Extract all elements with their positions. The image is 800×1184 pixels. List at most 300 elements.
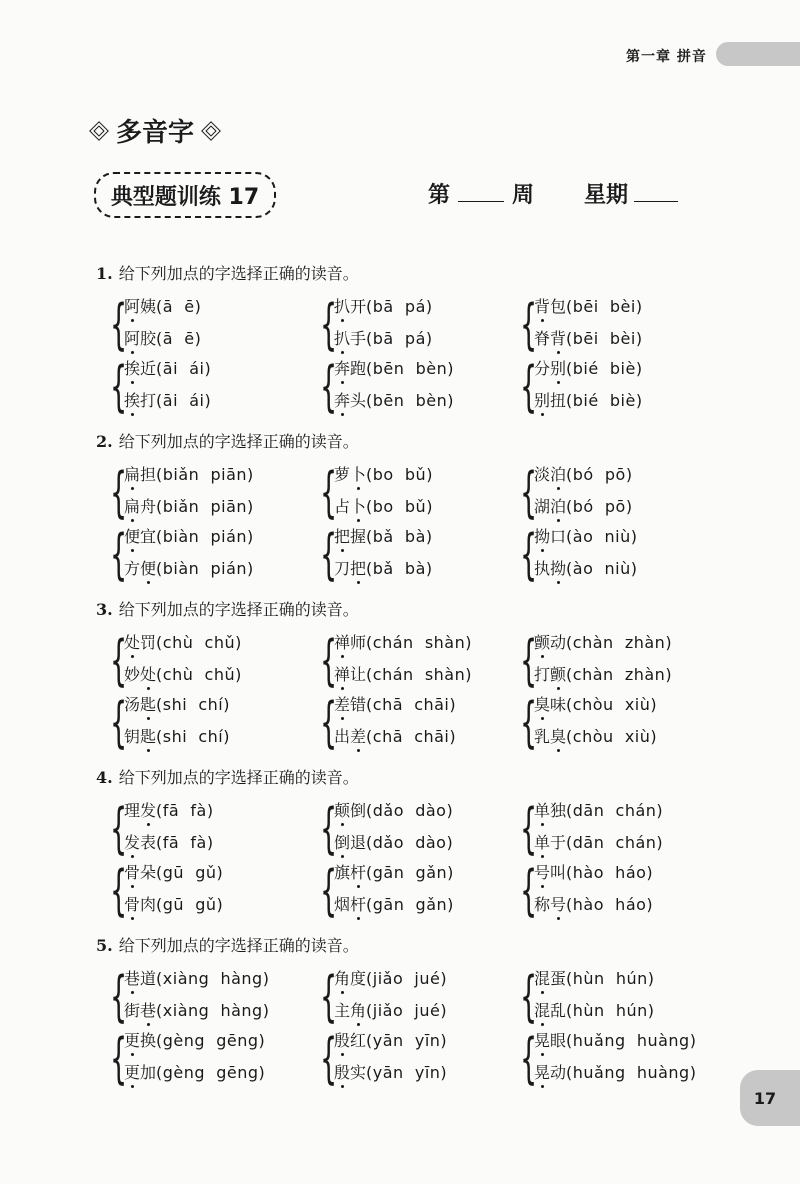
word-prefix: 称 <box>534 895 551 914</box>
question-block <box>96 430 638 586</box>
word-option[interactable] <box>534 356 643 379</box>
word-option[interactable] <box>124 294 201 317</box>
pinyin-choices[interactable]: (bié biè) <box>566 359 643 378</box>
word-suffix: 于 <box>550 833 567 852</box>
word-suffix: 退 <box>350 833 367 852</box>
question-title <box>96 598 359 622</box>
week-di-label: 第 <box>428 182 451 208</box>
dotted-character: 单 <box>534 801 551 820</box>
word-option[interactable] <box>534 462 633 485</box>
word-option[interactable] <box>534 860 653 883</box>
pinyin-choices[interactable]: (chā chāi) <box>366 695 457 714</box>
word-prefix: 旗 <box>334 863 351 882</box>
pinyin-choices[interactable]: (bā pá) <box>366 329 433 348</box>
dotted-character: 混 <box>534 1001 551 1020</box>
word-pair-grid <box>110 629 738 760</box>
pinyin-choices[interactable]: (shi chí) <box>156 727 230 746</box>
word-prefix: 钥 <box>124 727 141 746</box>
word-suffix: 开 <box>350 297 367 316</box>
dotted-character: 晃 <box>534 1063 551 1082</box>
word-suffix: 味 <box>550 695 567 714</box>
word-option[interactable] <box>534 830 663 853</box>
word-pair <box>520 965 708 1028</box>
pinyin-choices[interactable]: (bēi bèi) <box>566 329 643 348</box>
pinyin-choices[interactable]: (dān chán) <box>566 833 664 852</box>
word-prefix: 分 <box>534 359 551 378</box>
word-option[interactable] <box>334 724 456 747</box>
word-option[interactable] <box>124 524 254 547</box>
word-option[interactable] <box>334 830 453 853</box>
pinyin-choices[interactable]: (xiàng hàng) <box>156 969 270 988</box>
dotted-character: 殷 <box>334 1031 351 1050</box>
brace-icon: { <box>520 691 538 754</box>
word-suffix: 动 <box>550 1063 567 1082</box>
dotted-character: 便 <box>140 559 157 578</box>
brace-icon: { <box>110 461 128 524</box>
pinyin-choices[interactable]: (chàn zhàn) <box>566 665 673 684</box>
word-option[interactable] <box>334 1028 447 1051</box>
word-option[interactable] <box>334 860 454 883</box>
word-option[interactable] <box>124 692 230 715</box>
dotted-character: 臭 <box>550 727 567 746</box>
dotted-character: 杆 <box>350 863 367 882</box>
pinyin-choices[interactable]: (biǎn piān) <box>156 465 254 484</box>
brace-icon: { <box>320 1027 338 1090</box>
pinyin-choices[interactable]: (gū gǔ) <box>156 895 224 914</box>
word-prefix: 出 <box>334 727 351 746</box>
week-day-line <box>428 178 678 209</box>
dotted-character: 更 <box>124 1031 141 1050</box>
pinyin-choices[interactable]: (ā ē) <box>156 329 202 348</box>
brace-icon: { <box>520 293 538 356</box>
word-option[interactable] <box>124 388 211 411</box>
word-option[interactable] <box>334 662 472 685</box>
question-number: 4. <box>96 768 113 787</box>
word-suffix: 头 <box>350 391 367 410</box>
dotted-character: 别 <box>550 359 567 378</box>
pinyin-choices[interactable]: (dān chán) <box>566 801 664 820</box>
brace-icon: { <box>520 965 538 1028</box>
word-suffix: 眼 <box>550 1031 567 1050</box>
pinyin-choices[interactable]: (yān yīn) <box>366 1063 448 1082</box>
word-prefix: 街 <box>124 1001 141 1020</box>
word-option[interactable] <box>124 462 254 485</box>
word-prefix: 妙 <box>124 665 141 684</box>
pinyin-choices[interactable]: (xiàng hàng) <box>156 1001 270 1020</box>
question-prompt: 给下列加点的字选择正确的读音。 <box>118 600 359 619</box>
dotted-character: 别 <box>534 391 551 410</box>
week-blank[interactable] <box>458 179 504 202</box>
dotted-character: 匙 <box>140 695 157 714</box>
word-suffix: 握 <box>350 527 367 546</box>
word-prefix: 执 <box>534 559 551 578</box>
word-option[interactable] <box>124 326 201 349</box>
dotted-character: 处 <box>140 665 157 684</box>
brace-icon: { <box>320 965 338 1028</box>
dotted-character: 角 <box>334 969 351 988</box>
pinyin-choices[interactable]: (gèng gēng) <box>156 1063 266 1082</box>
pinyin-choices[interactable]: (chòu xiù) <box>566 727 658 746</box>
word-prefix: 脊 <box>534 329 551 348</box>
word-suffix: 跑 <box>350 359 367 378</box>
word-suffix: 实 <box>350 1063 367 1082</box>
dotted-character: 晃 <box>534 1031 551 1050</box>
brace-icon: { <box>320 691 338 754</box>
word-pair <box>110 355 298 418</box>
chapter-header: 第一章 拼音 <box>626 49 707 65</box>
dotted-character: 处 <box>124 633 141 652</box>
pinyin-choices[interactable]: (bó pō) <box>566 465 633 484</box>
word-pair <box>520 461 708 524</box>
dotted-character: 禅 <box>334 633 351 652</box>
question-number: 1. <box>96 264 113 283</box>
pinyin-choices[interactable]: (bǎ bà) <box>366 559 433 578</box>
dotted-character: 扁 <box>124 497 141 516</box>
word-pair <box>110 1027 298 1090</box>
word-pair-grid <box>110 293 738 424</box>
pinyin-choices[interactable]: (bo bǔ) <box>366 497 433 516</box>
pinyin-choices[interactable]: (bǎ bà) <box>366 527 433 546</box>
word-option[interactable] <box>334 494 433 517</box>
word-suffix: 道 <box>140 969 157 988</box>
word-suffix: 乱 <box>550 1001 567 1020</box>
brace-icon: { <box>110 859 128 922</box>
word-prefix: 刀 <box>334 559 351 578</box>
dotted-character: 混 <box>534 969 551 988</box>
word-prefix: 主 <box>334 1001 351 1020</box>
dotted-character: 拗 <box>550 559 567 578</box>
word-option[interactable] <box>124 1028 265 1051</box>
brace-icon: { <box>520 1027 538 1090</box>
word-pair <box>320 293 508 356</box>
brace-icon: { <box>320 293 338 356</box>
brace-icon: { <box>110 629 128 692</box>
pinyin-choices[interactable]: (shi chí) <box>156 695 230 714</box>
dotted-character: 号 <box>534 863 551 882</box>
pinyin-choices[interactable]: (bēi bèi) <box>566 297 643 316</box>
pinyin-choices[interactable]: (āi ái) <box>156 391 212 410</box>
word-option[interactable] <box>124 662 242 685</box>
pinyin-choices[interactable]: (āi ái) <box>156 359 212 378</box>
word-option[interactable] <box>124 830 214 853</box>
word-suffix: 蛋 <box>550 969 567 988</box>
pinyin-choices[interactable]: (dǎo dào) <box>366 833 454 852</box>
dotted-character: 拗 <box>534 527 551 546</box>
dotted-character: 发 <box>124 833 141 852</box>
pinyin-choices[interactable]: (hùn hún) <box>566 1001 655 1020</box>
word-option[interactable] <box>124 556 254 579</box>
dotted-character: 奔 <box>334 391 351 410</box>
pinyin-choices[interactable]: (yān yīn) <box>366 1031 448 1050</box>
dotted-character: 臭 <box>534 695 551 714</box>
pinyin-choices[interactable]: (ào niù) <box>566 527 638 546</box>
word-option[interactable] <box>534 692 657 715</box>
pinyin-choices[interactable]: (hùn hún) <box>566 969 655 988</box>
dotted-character: 背 <box>534 297 551 316</box>
word-option[interactable] <box>334 692 456 715</box>
dotted-character: 骨 <box>124 895 141 914</box>
word-pair <box>520 691 708 754</box>
pinyin-choices[interactable]: (gū gǔ) <box>156 863 224 882</box>
dotted-character: 泊 <box>550 465 567 484</box>
word-pair <box>110 691 298 754</box>
word-prefix: 乳 <box>534 727 551 746</box>
dotted-character: 骨 <box>124 863 141 882</box>
word-option[interactable] <box>334 630 472 653</box>
dotted-character: 把 <box>350 559 367 578</box>
dotted-character: 匙 <box>140 727 157 746</box>
word-option[interactable] <box>534 630 672 653</box>
pinyin-choices[interactable]: (bā pá) <box>366 297 433 316</box>
word-prefix: 占 <box>334 497 351 516</box>
pinyin-choices[interactable]: (fā fà) <box>156 833 214 852</box>
word-pair <box>110 629 298 692</box>
word-option[interactable] <box>124 998 269 1021</box>
question-block <box>96 262 643 418</box>
pinyin-choices[interactable]: (biǎn piān) <box>156 497 254 516</box>
pinyin-choices[interactable]: (huǎng huàng) <box>566 1031 697 1050</box>
dotted-character: 差 <box>334 695 351 714</box>
brace-icon: { <box>520 355 538 418</box>
word-prefix: 烟 <box>334 895 351 914</box>
word-suffix: 姨 <box>140 297 157 316</box>
dotted-character: 颠 <box>334 801 351 820</box>
word-option[interactable] <box>334 326 433 349</box>
brace-icon: { <box>320 461 338 524</box>
pinyin-choices[interactable]: (chā chāi) <box>366 727 457 746</box>
pinyin-choices[interactable]: (dǎo dào) <box>366 801 454 820</box>
brace-icon: { <box>520 629 538 692</box>
weekday-label: 星期 <box>584 182 629 208</box>
pinyin-choices[interactable]: (jiǎo jué) <box>366 1001 448 1020</box>
word-pair <box>520 355 708 418</box>
brace-icon: { <box>110 691 128 754</box>
brace-icon: { <box>320 797 338 860</box>
pinyin-choices[interactable]: (bēn bèn) <box>366 391 454 410</box>
dotted-character: 殷 <box>334 1063 351 1082</box>
word-option[interactable] <box>334 294 433 317</box>
word-option[interactable] <box>124 798 214 821</box>
header-tab-bar <box>716 42 800 66</box>
pinyin-choices[interactable]: (chòu xiù) <box>566 695 658 714</box>
word-option[interactable] <box>334 556 433 579</box>
week-zhou-label: 周 <box>512 182 535 208</box>
word-pair <box>520 797 708 860</box>
section-title: 多音字 <box>116 118 195 148</box>
brace-icon: { <box>110 293 128 356</box>
dotted-character: 禅 <box>334 665 351 684</box>
brace-icon: { <box>520 523 538 586</box>
pinyin-choices[interactable]: (biàn pián) <box>156 527 254 546</box>
pinyin-choices[interactable]: (chù chǔ) <box>156 665 242 684</box>
pinyin-choices[interactable]: (ào niù) <box>566 559 638 578</box>
word-option[interactable] <box>334 1060 447 1083</box>
pinyin-choices[interactable]: (bié biè) <box>566 391 643 410</box>
pinyin-choices[interactable]: (gān gǎn) <box>366 895 454 914</box>
brace-icon: { <box>110 523 128 586</box>
word-suffix: 错 <box>350 695 367 714</box>
word-pair <box>520 1027 708 1090</box>
question-title <box>96 934 359 958</box>
pinyin-choices[interactable]: (chán shàn) <box>366 665 472 684</box>
word-option[interactable] <box>334 356 454 379</box>
word-option[interactable] <box>534 662 672 685</box>
diamond-icon <box>92 124 106 138</box>
pinyin-choices[interactable]: (huǎng huàng) <box>566 1063 697 1082</box>
dotted-character: 颤 <box>534 633 551 652</box>
word-option[interactable] <box>124 494 254 517</box>
pinyin-choices[interactable]: (gèng gēng) <box>156 1031 266 1050</box>
question-block <box>96 934 697 1090</box>
dotted-character: 角 <box>350 1001 367 1020</box>
brace-icon: { <box>110 355 128 418</box>
question-block <box>96 766 664 922</box>
word-pair <box>110 797 298 860</box>
pinyin-choices[interactable]: (bēn bèn) <box>366 359 454 378</box>
word-pair <box>520 523 708 586</box>
dotted-character: 单 <box>534 833 551 852</box>
pinyin-choices[interactable]: (biàn pián) <box>156 559 254 578</box>
word-option[interactable] <box>124 356 211 379</box>
word-suffix: 近 <box>140 359 157 378</box>
brace-icon: { <box>520 461 538 524</box>
dotted-character: 奔 <box>334 359 351 378</box>
word-option[interactable] <box>534 294 643 317</box>
word-option[interactable] <box>334 524 433 547</box>
practice-label: 典型题训练 17 <box>110 184 260 210</box>
word-option[interactable] <box>124 1060 265 1083</box>
word-option[interactable] <box>334 798 453 821</box>
word-suffix: 师 <box>350 633 367 652</box>
dotted-character: 巷 <box>124 969 141 988</box>
question-prompt: 给下列加点的字选择正确的读音。 <box>118 768 359 787</box>
word-option[interactable] <box>334 388 454 411</box>
word-pair <box>320 355 508 418</box>
word-suffix: 倒 <box>350 801 367 820</box>
pinyin-choices[interactable]: (gān gǎn) <box>366 863 454 882</box>
pinyin-choices[interactable]: (chàn zhàn) <box>566 633 673 652</box>
word-pair <box>520 859 708 922</box>
word-suffix: 让 <box>350 665 367 684</box>
word-option[interactable] <box>534 892 653 915</box>
word-pair <box>320 797 508 860</box>
word-suffix: 肉 <box>140 895 157 914</box>
word-suffix: 换 <box>140 1031 157 1050</box>
word-option[interactable] <box>334 998 447 1021</box>
word-pair <box>320 523 508 586</box>
dotted-character: 卜 <box>350 497 367 516</box>
word-option[interactable] <box>124 860 223 883</box>
word-option[interactable] <box>534 494 633 517</box>
word-option[interactable] <box>334 892 454 915</box>
word-suffix: 扭 <box>550 391 567 410</box>
word-prefix: 打 <box>534 665 551 684</box>
weekday-blank[interactable] <box>634 179 678 202</box>
word-prefix: 理 <box>124 801 141 820</box>
pinyin-choices[interactable]: (hào háo) <box>566 895 654 914</box>
dotted-character: 颤 <box>550 665 567 684</box>
pinyin-choices[interactable]: (chán shàn) <box>366 633 472 652</box>
dotted-character: 挨 <box>124 359 141 378</box>
question-number: 3. <box>96 600 113 619</box>
word-option[interactable] <box>534 326 643 349</box>
word-option[interactable] <box>124 966 269 989</box>
page-number: 17 <box>753 1088 777 1108</box>
pinyin-choices[interactable]: (hào háo) <box>566 863 654 882</box>
word-suffix: 红 <box>350 1031 367 1050</box>
brace-icon: { <box>320 355 338 418</box>
brace-icon: { <box>320 629 338 692</box>
word-pair <box>110 461 298 524</box>
word-suffix: 罚 <box>140 633 157 652</box>
word-pair-grid <box>110 461 738 592</box>
word-option[interactable] <box>124 724 230 747</box>
brace-icon: { <box>320 523 338 586</box>
page-number-tab <box>740 1070 800 1126</box>
pinyin-choices[interactable]: (jiǎo jué) <box>366 969 448 988</box>
brace-icon: { <box>110 965 128 1028</box>
word-option[interactable] <box>534 724 657 747</box>
word-prefix: 方 <box>124 559 141 578</box>
pinyin-choices[interactable]: (bo bǔ) <box>366 465 433 484</box>
pinyin-choices[interactable]: (fā fà) <box>156 801 214 820</box>
dotted-character: 倒 <box>334 833 351 852</box>
dotted-character: 差 <box>350 727 367 746</box>
word-prefix: 萝 <box>334 465 351 484</box>
word-option[interactable] <box>534 798 663 821</box>
word-option[interactable] <box>124 892 223 915</box>
word-suffix: 包 <box>550 297 567 316</box>
word-pair <box>320 859 508 922</box>
word-suffix: 舟 <box>140 497 157 516</box>
word-pair <box>320 629 508 692</box>
dotted-character: 扒 <box>334 297 351 316</box>
pinyin-choices[interactable]: (bó pō) <box>566 497 633 516</box>
word-pair-grid <box>110 797 738 928</box>
dotted-character: 把 <box>334 527 351 546</box>
word-pair <box>110 965 298 1028</box>
word-option[interactable] <box>534 1060 696 1083</box>
question-prompt: 给下列加点的字选择正确的读音。 <box>118 432 359 451</box>
word-suffix: 加 <box>140 1063 157 1082</box>
word-option[interactable] <box>534 524 638 547</box>
word-option[interactable] <box>334 966 447 989</box>
word-option[interactable] <box>534 388 643 411</box>
brace-icon: { <box>110 797 128 860</box>
word-suffix: 胶 <box>140 329 157 348</box>
word-option[interactable] <box>534 966 655 989</box>
question-number: 2. <box>96 432 113 451</box>
word-prefix: 汤 <box>124 695 141 714</box>
dotted-character: 背 <box>550 329 567 348</box>
dotted-character: 号 <box>550 895 567 914</box>
dotted-character: 泊 <box>550 497 567 516</box>
dotted-character: 更 <box>124 1063 141 1082</box>
word-option[interactable] <box>534 1028 696 1051</box>
dotted-character: 发 <box>140 801 157 820</box>
word-option[interactable] <box>534 556 638 579</box>
pinyin-choices[interactable]: (ā ē) <box>156 297 202 316</box>
word-option[interactable] <box>124 630 242 653</box>
word-pair <box>320 965 508 1028</box>
word-option[interactable] <box>334 462 433 485</box>
brace-icon: { <box>110 1027 128 1090</box>
word-pair <box>320 1027 508 1090</box>
word-suffix: 宜 <box>140 527 157 546</box>
word-option[interactable] <box>534 998 655 1021</box>
pinyin-choices[interactable]: (chù chǔ) <box>156 633 242 652</box>
dotted-character: 巷 <box>140 1001 157 1020</box>
